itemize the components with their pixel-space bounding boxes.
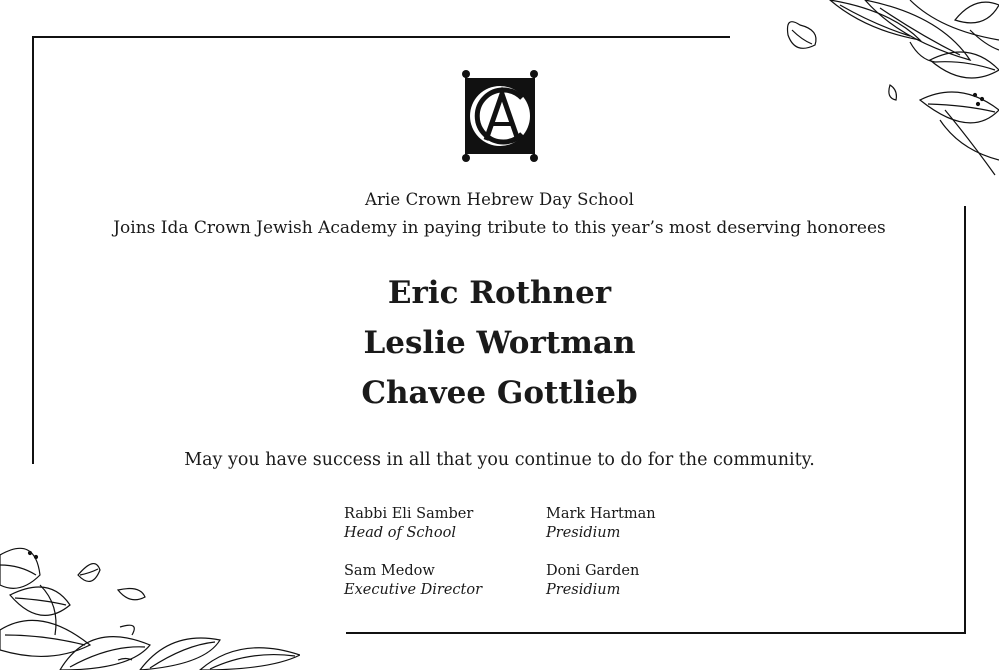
- signatory-role: Executive Director: [344, 582, 483, 598]
- signatory-name: Doni Garden: [546, 563, 640, 579]
- closing-message: May you have success in all that you continue to do for the community.: [184, 450, 815, 470]
- signatory-name: Mark Hartman: [546, 506, 656, 522]
- signatory-block: [546, 562, 639, 600]
- signatory-block: [344, 505, 473, 543]
- tribute-line: Joins Ida Crown Jewish Academy in paying tribute to this year’s most deserving honorees: [113, 218, 886, 238]
- honoree-name: Chavee Gottlieb: [361, 375, 638, 411]
- signatory-role: Presidium: [546, 525, 621, 541]
- school-crest-logo: [460, 68, 540, 164]
- signatory-name: Sam Medow: [344, 563, 435, 579]
- school-name: Arie Crown Hebrew Day School: [364, 190, 634, 209]
- frame-bottom-line: [346, 632, 966, 634]
- honoree-name: Leslie Wortman: [363, 325, 636, 361]
- signatory-role: Head of School: [344, 525, 456, 541]
- signatory-block: [344, 562, 482, 600]
- frame-top-line: [32, 36, 730, 38]
- signatory-role: Presidium: [546, 582, 621, 598]
- frame-right-line: [964, 206, 966, 634]
- floral-top-right-decoration: [770, 0, 999, 180]
- honoree-name: Eric Rothner: [387, 275, 612, 311]
- signatory-block: [546, 505, 656, 543]
- floral-bottom-left-decoration: [0, 535, 300, 670]
- signatory-name: Rabbi Eli Samber: [344, 506, 474, 522]
